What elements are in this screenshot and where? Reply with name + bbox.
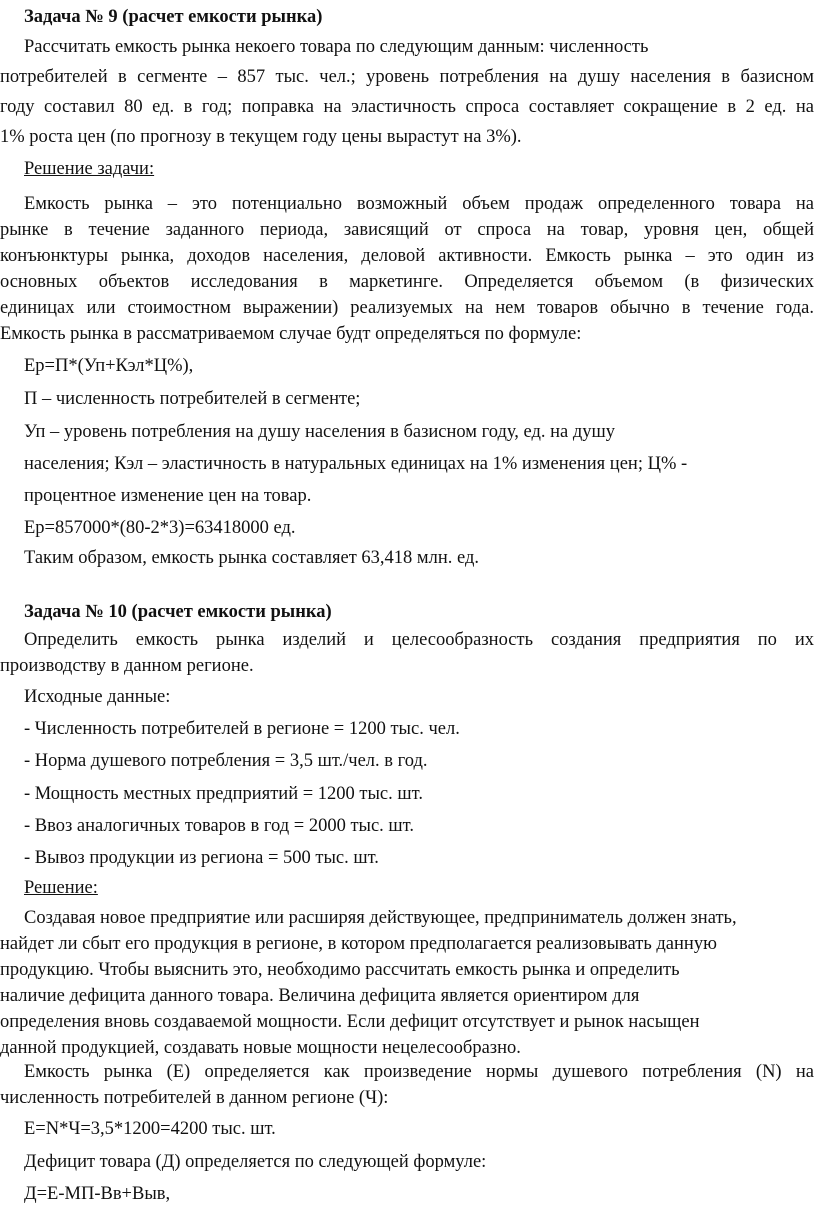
task9-condition-line-2: потребителей в сегменте – 857 тыс. чел.; уровень потребления на душу населения в базисном [0, 67, 814, 87]
task9-solution-line-3: конъюнктуры рынка, доходов населения, деловой активности. Емкость рынка – это один из [0, 246, 814, 266]
task10-capacity-calc: Е=N*Ч=3,5*1200=4200 тыс. шт. [24, 1119, 276, 1139]
task10-solution-line-4: наличие дефицита данного товара. Величина дефицита является ориентиром для [0, 986, 640, 1006]
task10-capacity-def-line-2: численность потребителей в данном регионе (Ч): [0, 1088, 389, 1108]
task9-solution-line-4: основных объектов исследования в маркетинге. Определяется объемом (в физических [0, 272, 814, 292]
task9-condition-line-1: Рассчитать емкость рынка некоего товара по следующим данным: численность [24, 37, 649, 57]
task10-solution-line-6: данной продукцией, создавать новые мощности нецелесообразно. [0, 1038, 521, 1058]
task10-solution-line-1: Создавая новое предприятие или расширяя действующее, предприниматель должен знать, [24, 908, 737, 928]
task10-input-4: - Ввоз аналогичных товаров в год = 2000 тыс. шт. [24, 816, 414, 836]
task9-title: Задача № 9 (расчет емкости рынка) [24, 7, 323, 27]
task9-legend-line-3: населения; Кэл – эластичность в натуральных единицах на 1% изменения цен; Ц% - [24, 454, 688, 474]
task10-condition-line-2: производству в данном регионе. [0, 656, 254, 676]
task9-solution-line-2: рынке в течение заданного периода, зависящий от спроса на товар, уровня цен, общей [0, 220, 814, 240]
task9-solution-heading: Решение задачи: [24, 159, 155, 179]
task9-condition-line-3: году составил 80 ед. в год; поправка на эластичность спроса составляет сокращение в 2 ед. на [0, 97, 814, 117]
task9-legend-line-2: Уп – уровень потребления на душу населения в базисном году, ед. на душу [24, 422, 616, 442]
task9-solution-line-1: Емкость рынка – это потенциально возможный объем продаж определенного товара на [24, 194, 814, 214]
task10-input-3: - Мощность местных предприятий = 1200 тыс. шт. [24, 784, 423, 804]
task10-solution-line-5: определения вновь создаваемой мощности. Если дефицит отсутствует и рынок насыщен [0, 1012, 700, 1032]
task10-condition-line-1: Определить емкость рынка изделий и целесообразность создания предприятия по их [24, 630, 814, 650]
task9-conclusion: Таким образом, емкость рынка составляет 63,418 млн. ед. [24, 548, 480, 568]
task10-deficit-def: Дефицит товара (Д) определяется по следующей формуле: [24, 1152, 487, 1172]
task9-solution-line-5: единицах или стоимостном выражении) реализуемых на нем товаров обычно в течение года. [0, 298, 814, 318]
task10-capacity-def-line-1: Емкость рынка (Е) определяется как произведение нормы душевого потребления (N) на [24, 1062, 814, 1082]
task10-input-5: - Вывоз продукции из региона = 500 тыс. шт. [24, 848, 379, 868]
task9-condition-line-4: 1% роста цен (по прогнозу в текущем году цены вырастут на 3%). [0, 127, 522, 147]
task9-formula: Ер=П*(Уп+Кэл*Ц%), [24, 356, 194, 376]
task10-solution-line-2: найдет ли сбыт его продукция в регионе, в котором предполагается реализовывать данную [0, 934, 717, 954]
task9-solution-line-6: Емкость рынка в рассматриваемом случае будт определяться по формуле: [0, 324, 582, 344]
task10-deficit-formula: Д=Е-МП-Вв+Выв, [24, 1184, 171, 1204]
task9-legend-line-1: П – численность потребителей в сегменте; [24, 389, 361, 409]
task10-solution-heading: Решение: [24, 878, 98, 898]
task9-legend-line-4: процентное изменение цен на товар. [24, 486, 312, 506]
task9-calc: Ер=857000*(80-2*3)=63418000 ед. [24, 518, 296, 538]
task10-input-1: - Численность потребителей в регионе = 1200 тыс. чел. [24, 719, 460, 739]
task10-input-heading: Исходные данные: [24, 687, 171, 707]
task10-input-2: - Норма душевого потребления = 3,5 шт./чел. в год. [24, 751, 428, 771]
task10-title: Задача № 10 (расчет емкости рынка) [24, 602, 332, 622]
task10-solution-line-3: продукцию. Чтобы выяснить это, необходимо рассчитать емкость рынка и определить [0, 960, 680, 980]
